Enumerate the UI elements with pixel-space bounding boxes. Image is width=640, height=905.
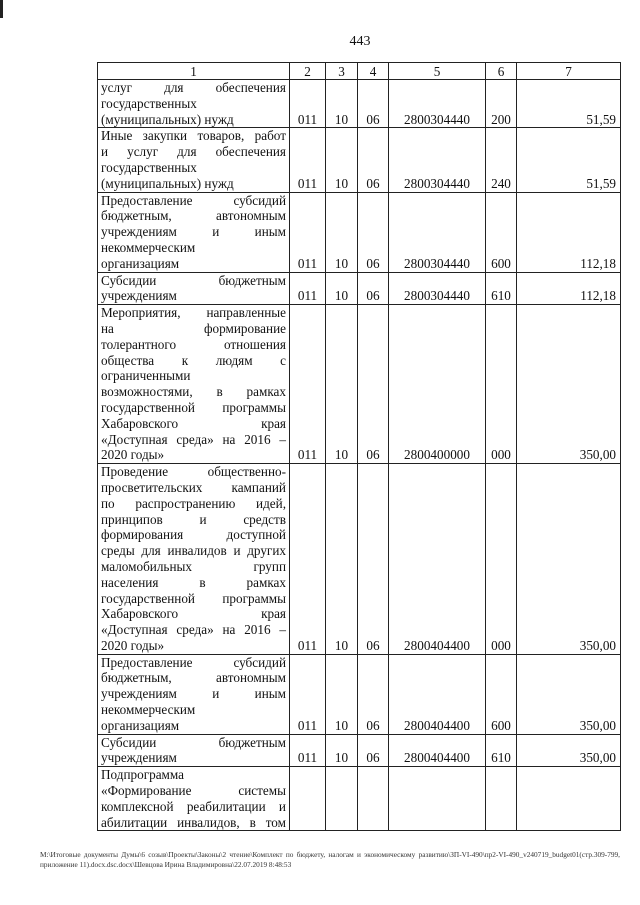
cell-expense-type: 200	[486, 80, 517, 128]
cell-code-3: 10	[326, 80, 358, 128]
description-line: общества к людям с	[101, 352, 286, 368]
description-line: бюджетным, автономным	[101, 670, 286, 686]
description-line: по распространению идей,	[101, 495, 286, 511]
header-col-2: 2	[290, 63, 326, 80]
cell-code-4: 06	[358, 654, 389, 734]
table-header-row	[98, 63, 621, 80]
header-col-1: 1	[98, 63, 290, 80]
description-line: «Доступная среда» на 2016 –	[101, 431, 286, 447]
table-row	[98, 734, 621, 767]
description-line: услуг для обеспечения	[101, 80, 286, 95]
page-number: 443	[349, 34, 371, 49]
cell-expense-type: 000	[486, 305, 517, 464]
description-line: среды для инвалидов и других	[101, 543, 286, 559]
cell-expense-type: 610	[486, 272, 517, 305]
cell-code-4: 06	[358, 305, 389, 464]
cell-target-article: 2800400000	[389, 305, 486, 464]
description-last-line: 2020 годы»	[101, 637, 165, 653]
description-line: учреждениям и иным	[101, 686, 286, 702]
cell-target-article: 2800304440	[389, 80, 486, 128]
description-line: Проведение общественно-	[101, 464, 286, 480]
header-col-6: 6	[486, 63, 517, 80]
cell-expense-type: 000	[486, 464, 517, 655]
description-line: Иные закупки товаров, работ	[101, 128, 286, 144]
cell-code-2: 011	[290, 464, 326, 655]
cell-code-2: 011	[290, 734, 326, 767]
cell-code-3	[326, 767, 358, 831]
row-description	[98, 80, 290, 128]
description-line: учреждениям и иным	[101, 224, 286, 240]
cell-code-3: 10	[326, 654, 358, 734]
cell-target-article: 2800304440	[389, 128, 486, 192]
description-line: Мероприятия, направленные	[101, 305, 286, 321]
description-line: принципов и средств	[101, 511, 286, 527]
description-line: Подпрограмма	[101, 767, 185, 783]
table-row	[98, 305, 621, 464]
cell-target-article: 2800304440	[389, 272, 486, 305]
row-description	[98, 767, 290, 831]
cell-code-3: 10	[326, 305, 358, 464]
cell-amount: 350,00	[517, 654, 621, 734]
description-last-line: (муниципальных) нужд	[101, 175, 234, 191]
cell-amount	[517, 767, 621, 831]
cell-code-3: 10	[326, 464, 358, 655]
header-col-3: 3	[326, 63, 358, 80]
cell-amount: 350,00	[517, 464, 621, 655]
description-last-line: организациям	[101, 255, 180, 271]
description-line: Предоставление субсидий	[101, 654, 286, 670]
row-description	[98, 128, 290, 192]
description-line: бюджетным, автономным	[101, 208, 286, 224]
table-row	[98, 767, 621, 831]
cell-amount: 350,00	[517, 734, 621, 767]
description-line: Субсидии бюджетным	[101, 734, 286, 750]
cell-amount: 51,59	[517, 80, 621, 128]
description-last-line: организациям	[101, 717, 180, 733]
description-last-line: 2020 годы»	[101, 447, 165, 463]
description-last-line: учреждениям	[101, 750, 177, 766]
description-line: возможностями, в рамках	[101, 384, 286, 400]
description-line: «Доступная среда» на 2016 –	[101, 622, 286, 638]
table-row	[98, 128, 621, 192]
description-line: и услуг для обеспечения	[101, 144, 286, 160]
description-line: государственных	[101, 159, 197, 175]
description-line: формирования доступной	[101, 527, 286, 543]
description-line: Субсидии бюджетным	[101, 272, 286, 288]
cell-amount: 51,59	[517, 128, 621, 192]
cell-amount: 112,18	[517, 272, 621, 305]
cell-code-2: 011	[290, 654, 326, 734]
table-row	[98, 272, 621, 305]
description-line: государственных	[101, 95, 197, 111]
header-col-7: 7	[517, 63, 621, 80]
cell-code-2: 011	[290, 192, 326, 272]
budget-table	[97, 62, 621, 831]
description-line: населения в рамках	[101, 574, 286, 590]
table-row	[98, 192, 621, 272]
cell-code-4: 06	[358, 80, 389, 128]
description-line: некоммерческим	[101, 702, 196, 718]
cell-code-4: 06	[358, 128, 389, 192]
row-description	[98, 305, 290, 464]
description-last-line: (муниципальных) нужд	[101, 111, 234, 127]
cell-target-article: 2800404400	[389, 654, 486, 734]
description-line: просветительских кампаний	[101, 479, 286, 495]
header-col-4: 4	[358, 63, 389, 80]
description-line: Предоставление субсидий	[101, 192, 286, 208]
cell-target-article: 2800404400	[389, 734, 486, 767]
cell-code-3: 10	[326, 734, 358, 767]
table-row	[98, 464, 621, 655]
row-description	[98, 654, 290, 734]
cell-target-article: 2800404400	[389, 464, 486, 655]
cell-code-3: 10	[326, 192, 358, 272]
cell-code-2: 011	[290, 128, 326, 192]
cell-code-4: 06	[358, 272, 389, 305]
description-line: Хабаровского края	[101, 415, 286, 431]
page-edge-mark	[0, 0, 3, 18]
description-line: комплексной реабилитации и	[101, 798, 286, 814]
cell-code-4: 06	[358, 734, 389, 767]
cell-code-3: 10	[326, 128, 358, 192]
description-line: абилитации инвалидов, в том	[101, 814, 286, 830]
file-path-footer: M:\Итоговые документы Думы\6 созыв\Проекты\Законы\2 чтение\Комплект по бюджету, налогам и экономическому развитию\ЗП-VI-490\пр2-VI-490_v240719_budget01(стр.309-799, приложение 11).docx.dsc.docx\Шевцова Ирина Владимировна\22.07.2019 8:48:53	[40, 850, 620, 869]
description-line: некоммерческим	[101, 239, 196, 255]
cell-code-2	[290, 767, 326, 831]
cell-expense-type: 240	[486, 128, 517, 192]
description-line: государственной программы	[101, 399, 286, 415]
row-description	[98, 192, 290, 272]
description-line: «Формирование системы	[101, 783, 286, 799]
cell-code-4	[358, 767, 389, 831]
description-line: ограниченными	[101, 368, 191, 384]
description-line: государственной программы	[101, 590, 286, 606]
description-line: Хабаровского края	[101, 606, 286, 622]
description-line: на формирование	[101, 320, 286, 336]
cell-code-2: 011	[290, 80, 326, 128]
cell-expense-type: 600	[486, 192, 517, 272]
cell-expense-type	[486, 767, 517, 831]
row-description	[98, 272, 290, 305]
cell-code-4: 06	[358, 464, 389, 655]
row-description	[98, 464, 290, 655]
cell-code-2: 011	[290, 272, 326, 305]
cell-expense-type: 600	[486, 654, 517, 734]
table-row	[98, 654, 621, 734]
description-line: маломобильных групп	[101, 558, 286, 574]
header-col-5: 5	[389, 63, 486, 80]
description-last-line: учреждениям	[101, 288, 177, 304]
cell-code-3: 10	[326, 272, 358, 305]
table-body	[98, 80, 621, 831]
cell-expense-type: 610	[486, 734, 517, 767]
cell-code-4: 06	[358, 192, 389, 272]
description-line: толерантного отношения	[101, 336, 286, 352]
cell-target-article: 2800304440	[389, 192, 486, 272]
cell-amount: 112,18	[517, 192, 621, 272]
cell-code-2: 011	[290, 305, 326, 464]
table-row	[98, 80, 621, 128]
row-description	[98, 734, 290, 767]
cell-target-article	[389, 767, 486, 831]
cell-amount: 350,00	[517, 305, 621, 464]
